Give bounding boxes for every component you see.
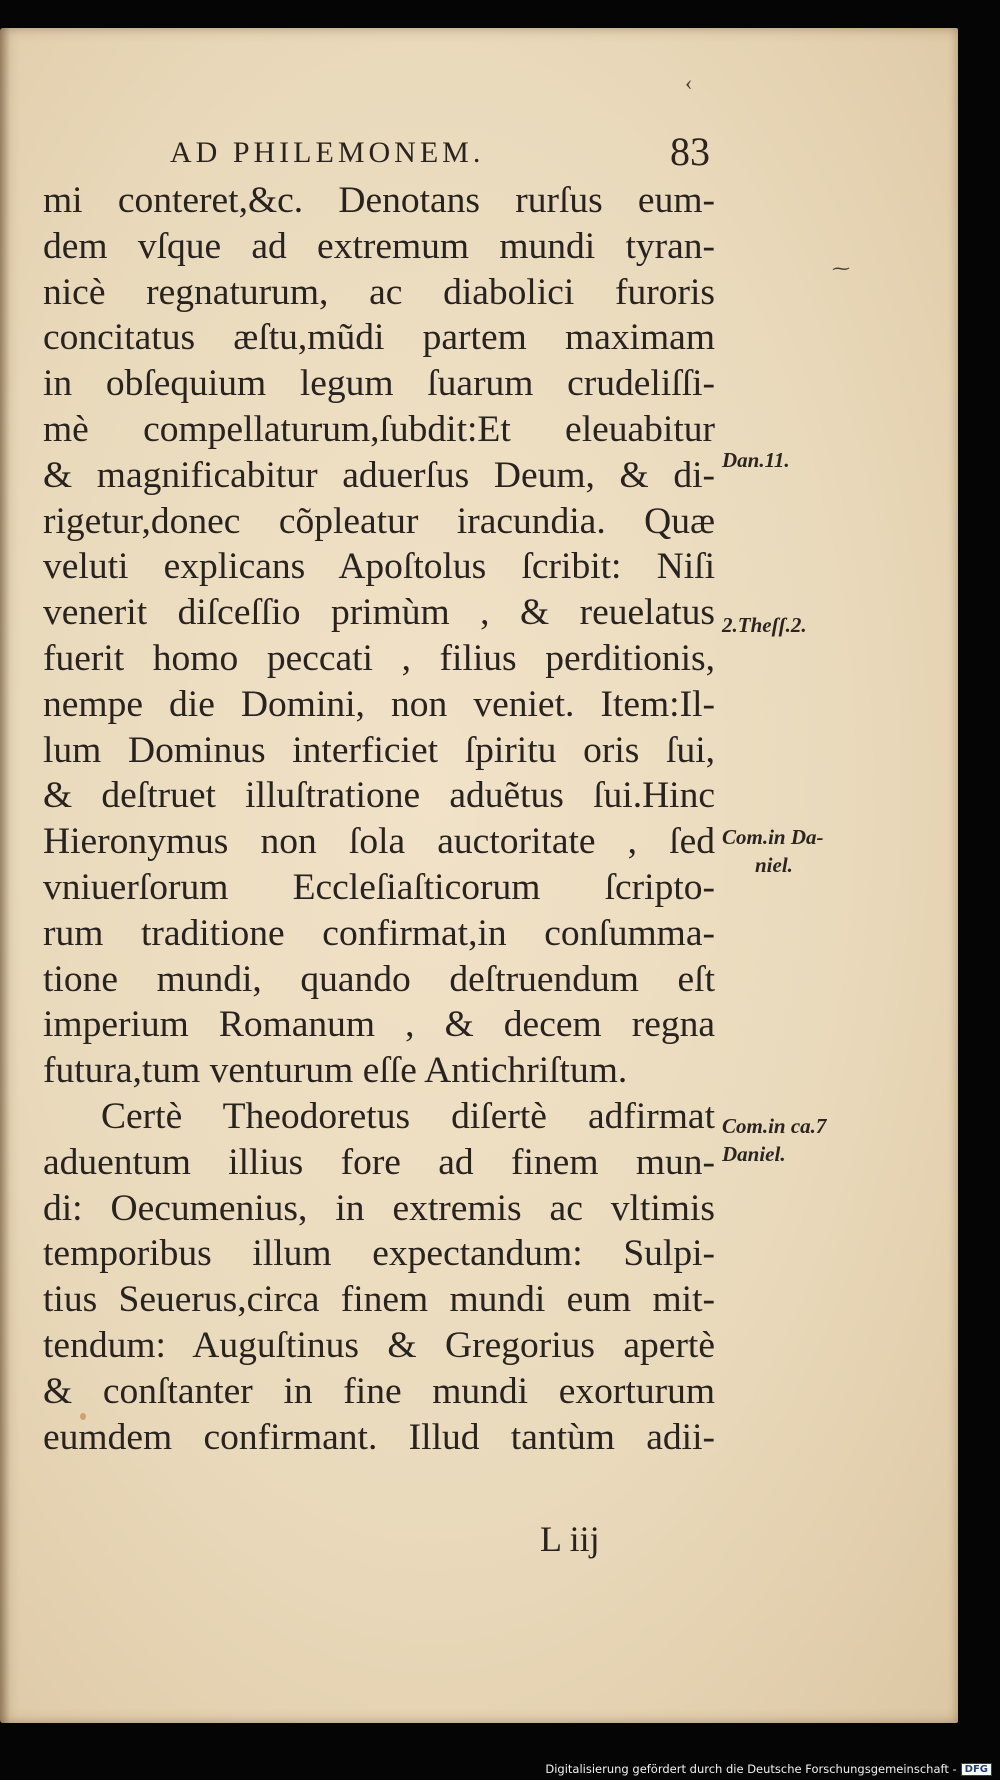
signature-mark: L iij	[540, 1519, 600, 1559]
text-line: in obſequium legum ſuarum crudeliſſi-	[43, 363, 715, 405]
text-line: di: Oecumenius, in extremis ac vltimis	[43, 1187, 715, 1229]
text-line: eumdem confirmant. Illud tantùm adii-	[43, 1416, 715, 1458]
margin-note-com-daniel: Com.in Da-	[722, 825, 824, 849]
text-line: aduentum illius fore ad finem mun-	[43, 1141, 715, 1183]
text-line: lum Dominus interficiet ſpiritu oris ſui,	[43, 729, 715, 771]
margin-note-daniel: Daniel.	[722, 1142, 786, 1166]
stray-pen-mark: ‹	[685, 70, 693, 95]
text-line: nicè regnaturum, ac diabolici furoris	[43, 271, 715, 313]
digitization-credit	[545, 1762, 992, 1776]
text-line: imperium Romanum , & decem regna	[43, 1004, 715, 1046]
text-line: veluti explicans Apoſtolus ſcribit: Niſi	[43, 546, 715, 588]
text-line: rum traditione confirmat,in conſumma-	[43, 912, 715, 954]
text-line: tendum: Auguſtinus & Gregorius apertè	[43, 1324, 715, 1366]
text-line: mi conteret,&c. Denotans rurſus eum-	[43, 180, 715, 221]
text-line: nempe die Domini, non veniet. Item:Il-	[43, 683, 715, 725]
text-line: mè compellaturum,ſubdit:Et eleuabitur	[43, 408, 715, 450]
text-line: tione mundi, quando deſtruendum eſt	[43, 958, 715, 1000]
page-header	[170, 128, 710, 182]
running-title: AD PHILEMONEM.	[170, 136, 485, 169]
text-line: futura,tum venturum eſſe Antichriſtum.	[43, 1050, 628, 1092]
margin-note-dan: Dan.11.	[722, 448, 790, 472]
text-line: dem vſque ad extremum mundi tyran-	[43, 225, 715, 267]
text-line: & magnificabitur aduerſus Deum, & di-	[43, 454, 715, 496]
text-line: fuerit homo peccati , filius perditionis,	[43, 637, 715, 679]
text-line: Hieronymus non ſola auctoritate , ſed	[43, 821, 715, 863]
paragraph-start-line: Certè Theodoretus diſertè adfirmat	[101, 1095, 715, 1137]
margin-note-com-ca7: Com.in ca.7	[722, 1114, 827, 1138]
text-line: rigetur,donec cõpleatur iracundia. Quæ	[43, 500, 715, 542]
text-line: & deſtruet illuſtratione aduẽtus ſui.Hinc	[43, 775, 715, 817]
stray-pen-mark: ⁓	[832, 258, 850, 278]
credit-text: Digitalisierung gefördert durch die Deutsche Forschungsgemeinschaft -	[545, 1762, 957, 1776]
text-line: temporibus illum expectandum: Sulpi-	[43, 1233, 715, 1275]
body-text	[43, 178, 715, 1460]
text-line: tius Seuerus,circa finem mundi eum mit-	[43, 1279, 715, 1321]
text-line: venerit diſceſſio primùm , & reuelatus	[43, 592, 715, 634]
text-line: & conſtanter in fine mundi exorturum	[43, 1370, 715, 1412]
margin-note-thess: 2.Theſſ.2.	[722, 613, 807, 637]
dfg-logo: DFG	[961, 1763, 992, 1776]
spine-shadow	[0, 28, 10, 1723]
text-line: concitatus æſtu,mũdi partem maximam	[43, 317, 715, 359]
page-number: 83	[670, 129, 710, 174]
margin-note-com-daniel-cont: niel.	[755, 853, 793, 877]
text-line: vniuerſorum Eccleſiaſticorum ſcripto-	[43, 866, 715, 908]
book-page	[0, 28, 958, 1723]
